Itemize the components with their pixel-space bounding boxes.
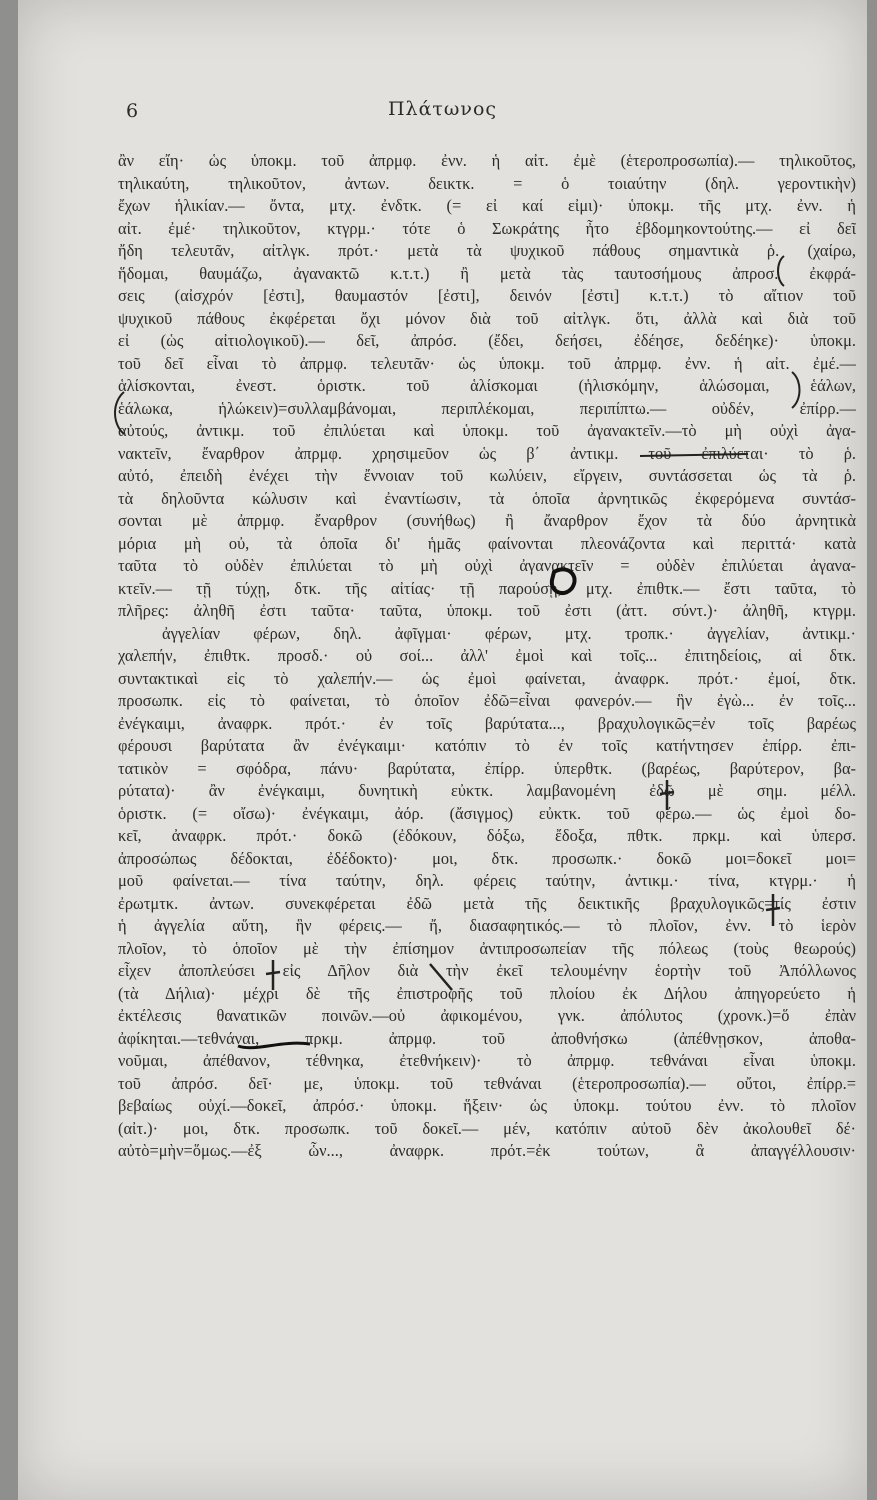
text-line: (τὰ Δήλια)· μέχρι δὲ τῆς ἐπιστροφῆς τοῦ πλοίου ἐκ Δήλου ἀπηγορεύετο ἡ xyxy=(118,983,856,1003)
text-line: ἂν εἴη· ὡς ὑποκμ. τοῦ ἀπρμφ. ἐνν. ἡ αἰτ. ἐμὲ (ἑτεροπροσωπία).— τηλικοῦτος, xyxy=(118,151,856,170)
text-line: φέρουσι βαρύτατα ἂν ἐνέγκαιμι· κατόπιν τὸ ἐν τοῖς κατήντησεν ἐπίρρ. ἐπι- xyxy=(118,736,856,755)
text-line: ἀφίκηται.—τεθνάναι, πρκμ. ἀπρμφ. τοῦ ἀποθνήσκω (ἀπέθνῃσκον, ἀποθα- xyxy=(118,1028,856,1048)
text-line: προσωπκ. εἰς τὸ φαίνεται, τὸ ὁποῖον ἐδῶ=εἶναι φανερόν.— ἣν ἐγὼ... ἐν τοῖς... xyxy=(118,691,856,710)
text-line: αἰτ. ἐμέ· τηλικοῦτον, κτγρμ.· τότε ὁ Σωκράτης ἦτο ἑβδομηκοντούτης.— εἰ δεῖ xyxy=(118,218,856,238)
text-line: μόρια μὴ οὐ, τὰ ὁποῖα δι' ἡμᾶς φαίνονται πλεονάζοντα καὶ περιττά· κατὰ xyxy=(118,533,856,553)
text-line: αὐτούς, ἀντικμ. τοῦ ἐπιλύεται καὶ ὑποκμ. τοῦ ἀγανακτεῖν.—τὸ μὴ οὐχὶ ἀγα- xyxy=(118,421,856,440)
text-line: ἐνέγκαιμι, ἀναφρκ. πρότ.· ἐν τοῖς βαρύτατα..., βραχυλογικῶς=ἐν τοῖς βαρέως xyxy=(118,713,856,733)
text-line: συντακτικαὶ εἰς τὸ χαλεπήν.— ὡς ἐμοὶ φαίνεται, ἀναφρκ. πρότ.· ἐμοί, δτκ. xyxy=(118,668,856,688)
text-line: τατικὸν = σφόδρα, πάνυ· βαρύτατα, ἐπίρρ. ὑπερθτκ. (βαρέως, βαρύτερον, βα- xyxy=(118,758,856,778)
text-line: τηλικαύτη, τηλικοῦτον, ἀντων. δεικτκ. = ὁ τοιαύτην (δηλ. γεροντικὴν) xyxy=(118,173,856,193)
text-line: τὰ δηλοῦντα κώλυσιν καὶ ἐναντίωσιν, τὰ ὁποῖα ἀρνητικῶς ἐκφερόμενα συντάσ- xyxy=(118,488,856,508)
text-line: αὐτό, ἐπειδὴ ἐνέχει τὴν ἔννοιαν τοῦ κωλύειν, εἴργειν, συντάσσεται ὡς τὰ ῥ. xyxy=(118,466,856,485)
text-line: βεβαίως οὐχί.—δοκεῖ, ἀπρόσ.· ὑποκμ. ἥξειν· ὡς ὑποκμ. τούτου ἐνν. τὸ πλοῖον xyxy=(118,1096,856,1115)
text-line: κτεῖν.— τῇ τύχῃ, δτκ. τῆς αἰτίας· τῇ παρούσῃ, μτχ. ἐπιθτκ.— ἔστι ταῦτα, τὸ xyxy=(118,578,856,598)
text-line: ρύτατα)· ἂν ἐνέγκαιμι, δυνητικὴ εὐκτκ. λαμβανομένη ἐδῶ μὲ σημ. μέλλ. xyxy=(118,781,856,800)
text-line: ταῦτα τὸ οὐδὲν ἐπιλύεται τὸ μὴ οὐχὶ ἀγανακτεῖν = οὐδὲν ἐπιλύεται ἀγανα- xyxy=(118,556,856,575)
text-line: εἶχεν ἀποπλεύσει εἰς Δῆλον διὰ τὴν ἐκεῖ τελουμένην ἑορτὴν τοῦ Ἀπόλλωνος xyxy=(118,961,856,980)
text-line: κεῖ, ἀναφρκ. πρότ.· δοκῶ (ἐδόκουν, δόξω, ἔδοξα, πθτκ. πρκμ. καὶ ὑπερσ. xyxy=(118,826,856,845)
text-line: ἐρωτμτκ. ἀντων. συνεκφέρεται ἐδῶ μετὰ τῆς δεικτικῆς βραχυλογικῶς=τίς ἐστιν xyxy=(118,893,856,913)
text-line: εἰ (ὡς αἰτιολογικοῦ).— δεῖ, ἀπρόσ. (ἔδει, δεήσει, ἐδέησε, δεδέηκε)· ὑποκμ. xyxy=(118,331,856,350)
text-line: πλῆρες: ἀληθῆ ἐστι ταῦτα· ταῦτα, ὑποκμ. τοῦ ἐστι (ἀττ. σύντ.)· ἀληθῆ, κτγρμ. xyxy=(118,601,856,620)
text-line: ἤδη τελευτᾶν, αἰτλγκ. πρότ.· μετὰ τὰ ψυχικοῦ πάθους σημαντικὰ ῥ. (χαίρω, xyxy=(118,241,856,260)
running-title: Πλάτωνος xyxy=(387,98,498,120)
book-page xyxy=(18,0,867,1500)
text-line: τοῦ ἀπρόσ. δεῖ· με, ὑποκμ. τοῦ τεθνάναι (ἑτεροπροσωπία).— οὔτοι, ἐπίρρ.= xyxy=(118,1073,856,1093)
text-line: σεις (αἰσχρόν [ἐστι], θαυμαστόν [ἐστι], δεινόν [ἐστι] κ.τ.τ.) τὸ αἴτιον τοῦ xyxy=(118,286,856,305)
text-line: ἡ ἀγγελία αὕτη, ἣν φέρεις.— ἤ, διασαφητικός.— τὸ πλοῖον, ἐνν. τὸ ἱερὸν xyxy=(118,916,856,935)
text-line: ὁριστκ. (= οἴσω)· ἐνέγκαιμι, ἀόρ. (ἄσιγμος) εὐκτκ. τοῦ φέρω.— ὡς ἐμοὶ δο- xyxy=(118,803,856,823)
text-line: σονται μὲ ἀπρμφ. ἔναρθρον (συνήθως) ἢ ἄναρθρον ἔχον τὰ δύο ἀρνητικὰ xyxy=(118,511,856,530)
text-line: πλοῖον, τὸ ὁποῖον μὲ τὴν ἐπίσημον ἀντιπροσωπείαν τῆς πόλεως (τοὺς θεωρούς) xyxy=(118,938,856,958)
text-line: μοῦ φαίνεται.— τίνα ταύτην, δηλ. φέρεις ταύτην, ἀντικμ.· τίνα, κτγρμ.· ἡ xyxy=(118,871,856,890)
text-line: ἀγγελίαν φέρων, δηλ. ἀφῖγμαι· φέρων, μτχ. τροπκ.· ἀγγελίαν, ἀντικμ.· xyxy=(162,623,856,643)
text-line: νακτεῖν, ἔναρθρον ἀπρμφ. χρησιμεῦον ὡς β΄ ἀντικμ. τοῦ ἐπιλύεται· τὸ ῥ. xyxy=(118,443,856,463)
text-line: (αἰτ.)· μοι, δτκ. προσωπκ. τοῦ δοκεῖ.— μέν, κατόπιν αὐτοῦ δὲν ἀκολουθεῖ δέ· xyxy=(118,1118,856,1138)
text-line: αὐτὸ=μὴν=ὅμως.—ἐξ ὧν..., ἀναφρκ. πρότ.=ἐκ τούτων, ἃ ἀπαγγέλλουσιν· xyxy=(118,1141,856,1160)
text-line: ψυχικοῦ πάθους ἐκφέρεται ὄχι μόνον διὰ τοῦ αἰτλγκ. ὅτι, ἀλλὰ καὶ διὰ τοῦ xyxy=(118,308,856,328)
commentary-text xyxy=(118,150,856,1480)
text-line: ἔχων ἡλικίαν.— ὄντα, μτχ. ἐνδτκ. (= εἰ καί εἰμι)· ὑποκμ. τῆς μτχ. ἐνν. ἡ xyxy=(118,196,856,215)
text-line: ἥδομαι, θαυμάζω, ἀγανακτῶ κ.τ.τ.) ἢ μετὰ τὰς ταυτοσήμους ἀπροσ. ἐκφρά- xyxy=(118,263,856,283)
text-line: ἑάλωκα, ἡλώκειν)=συλλαμβάνομαι, περιπλέκομαι, περιπίπτω.— οὐδέν, ἐπίρρ.— xyxy=(118,398,856,418)
text-line: ἁλίσκονται, ἐνεστ. ὁριστκ. τοῦ ἁλίσκομαι (ἡλισκόμην, ἁλώσομαι, ἑάλων, xyxy=(118,376,856,395)
text-line: τοῦ δεῖ εἶναι τὸ ἀπρμφ. τελευτᾶν· ὡς ὑποκμ. τοῦ ἀπρμφ. ἐνν. ἡ αἰτ. ἐμέ.— xyxy=(118,353,856,373)
text-line xyxy=(118,1163,856,1186)
text-line: ἐκτέλεσις θανατικῶν ποινῶν.—οὐ ἀφικομένου, γνκ. ἀπόλυτος (χρονκ.)=ὅ ἐπὰν xyxy=(118,1006,856,1025)
text-line: ἀπροσώπως δέδοκται, ἐδέδοκτο)· μοι, δτκ. προσωπκ.· δοκῶ μοι=δοκεῖ μοι= xyxy=(118,848,856,868)
text-line: χαλεπήν, ἐπιθτκ. προσδ.· οὐ σοί... ἀλλ' ἐμοὶ καὶ τοῖς... ἐπιτηδείοις, αἱ δτκ. xyxy=(118,646,856,665)
page-number: 6 xyxy=(126,100,139,122)
text-line: νοῦμαι, ἀπέθανον, τέθνηκα, ἐτεθνήκειν)· τὸ ἀπρμφ. τεθνάναι εἶναι ὑποκμ. xyxy=(118,1051,856,1070)
